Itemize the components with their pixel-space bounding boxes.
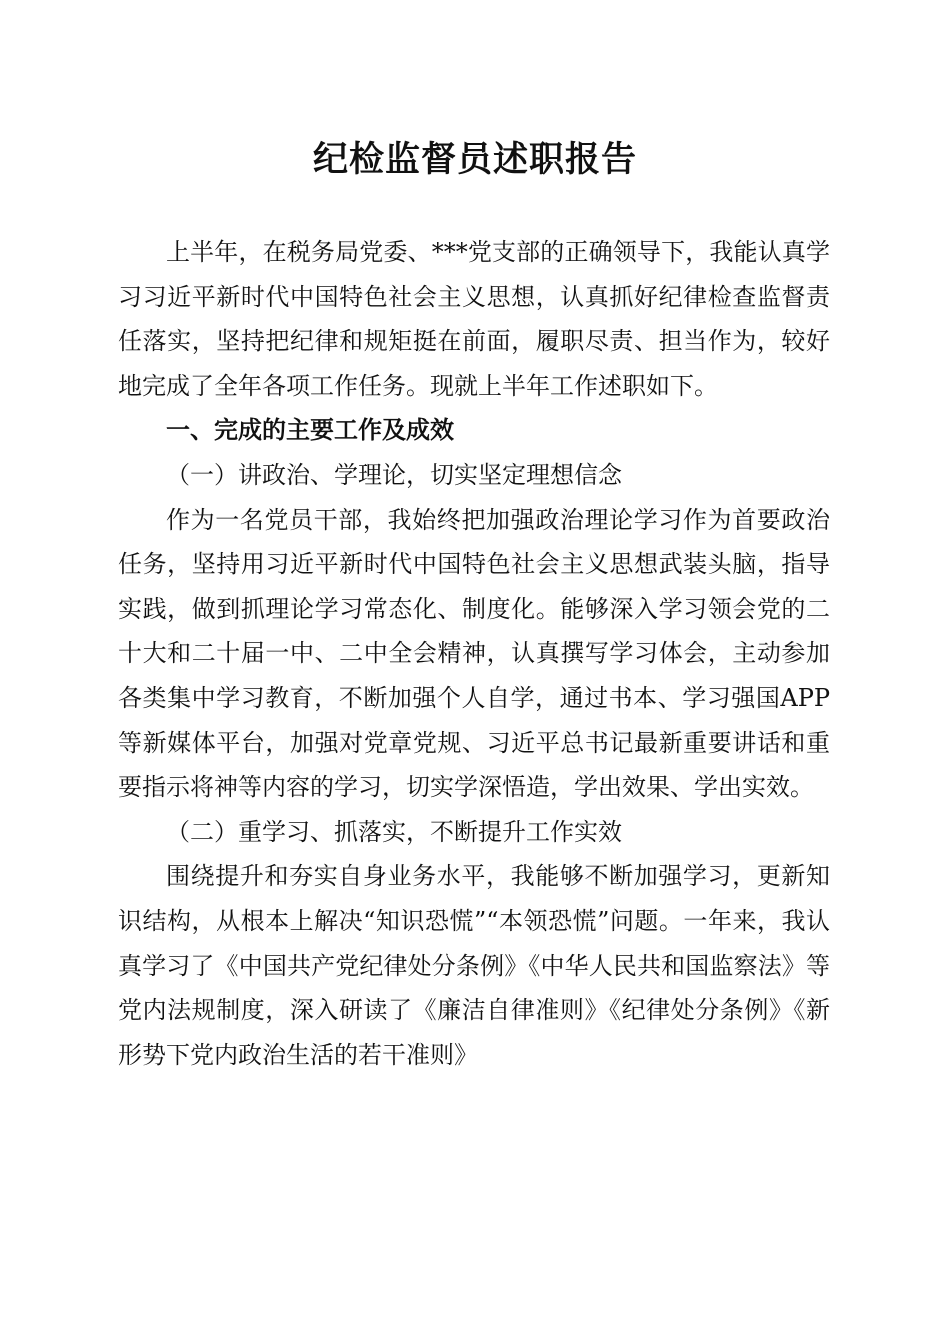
section-heading-1: 一、完成的主要工作及成效 xyxy=(166,416,454,445)
paragraph-political-study: 作为一名党员干部，我始终把加强政治理论学习作为首要政治任务，坚持用习近平新时代中国特色社会主义思想武装头脑，指导实践，做到抓理论学习常态化、制度化。能够深入学习领会党的二十大和二十届一中、二中全会精神，认真撰写学习体会，主动参加各类集中学习教育，不断加强个人自学，通过书本、学习强国APP等新媒体平台，加强对党章党规、习近平总书记最新重要讲话和重要指示将神等内容的学习，切实学深悟造，学出效果、学出实效。 xyxy=(118,505,830,802)
subsection-heading-2: （二）重学习、抓落实，不断提升工作实效 xyxy=(166,817,622,846)
document-body xyxy=(118,230,830,1077)
paragraph-work-efficiency: 围绕提升和夯实自身业务水平，我能够不断加强学习，更新知识结构，从根本上解决“知识恐慌”“本领恐慌”问题。一年来，我认真学习了《中国共产党纪律处分条例》《中华人民共和国监察法》等党内法规制度，深入研读了《廉洁自律准则》《纪律处分条例》《新形势下党内政治生活的若干准则》 xyxy=(118,862,830,1069)
document-title: 纪检监督员述职报告 xyxy=(312,139,637,180)
intro-paragraph: 上半年，在税务局党委、***党支部的正确领导下，我能认真学习习近平新时代中国特色社会主义思想，认真抓好纪律检查监督责任落实，坚持把纪律和规矩挺在前面，履职尽责、担当作为，较好地完成了全年各项工作任务。现就上半年工作述职如下。 xyxy=(118,238,830,400)
subsection-heading-1: （一）讲政治、学理论，切实坚定理想信念 xyxy=(166,460,622,489)
